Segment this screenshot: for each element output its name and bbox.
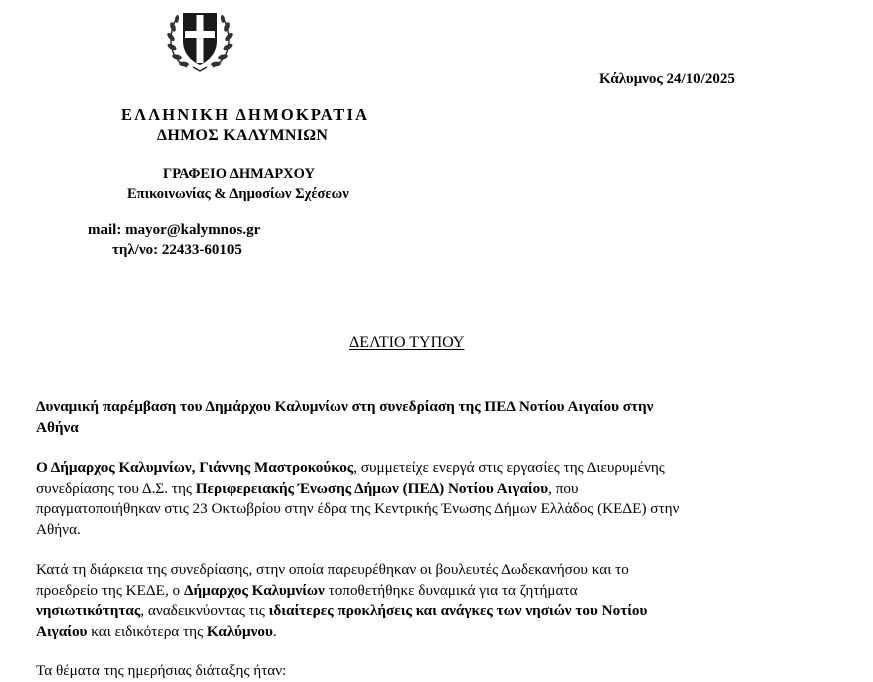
text: , συμμετείχε ενεργά στις εργασίες της Διευρυμένης [353,459,665,476]
text: , που [548,479,579,497]
greek-coat-of-arms-icon [163,7,237,73]
paragraph-2 [36,560,647,642]
text: Τα θέματα της ημερήσιας διάταξης ήταν: [36,662,287,679]
text: πραγματοποιήθηκαν στις 23 Οκτωβρίου στην έδρα της Κεντρικής Ένωσης Δήμων Ελλάδος (ΚΕΔΕ) στην [36,500,680,517]
paragraph-1 [36,458,679,540]
headline-line: Δυναμική παρέμβαση του Δημάρχου Καλυμνίων στη συνεδρίαση της ΠΕΔ Νοτίου Αιγαίου στην [36,398,654,415]
paragraph-line [36,622,647,643]
republic-heading: ΕΛΛΗΝΙΚΗ ΔΗΜΟΚΡΑΤΙΑ [121,105,370,124]
paragraph-3 [36,661,286,682]
bold-text: Καλύμνου [206,622,273,640]
paragraph-line [36,560,647,581]
office-heading: ΓΡΑΦΕΙΟ ΔΗΜΑΡΧΟΥ [163,166,316,182]
municipality-heading: ΔΗΜΟΣ ΚΑΛΥΜΝΙΩΝ [157,127,329,144]
bold-text: νησιωτικότητας [36,602,141,619]
bold-text: Αιγαίου [36,622,88,640]
text: Κατά τη διάρκεια της συνεδρίασης, στην οποία παρευρέθηκαν οι βουλευτές Δωδεκανήσου και το [36,561,629,578]
text: , αναδεικνύοντας τις [140,602,269,619]
paragraph-line [36,479,679,500]
contact-phone: τηλ/νο: 22433-60105 [112,242,242,258]
bold-text: Ο Δήμαρχος Καλυμνίων, Γιάννης Μαστροκούκος [36,459,354,476]
text: τοποθετήθηκε δυναμικά για τα ζητήματα [324,581,578,599]
press-release-title: ΔΕΛΤΙΟ ΤΥΠΟΥ [349,334,465,351]
paragraph-line [36,499,679,520]
bold-text: Δήμαρχος Καλυμνίων [183,581,325,599]
contact-email: mail: mayor@kalymnos.gr [88,222,261,238]
text: προεδρείο της ΚΕΔΕ, ο [36,581,184,599]
paragraph-line [36,581,647,602]
text: συνεδρίασης του Δ.Σ. της [36,479,196,497]
office-subheading: Επικοινωνίας & Δημοσίων Σχέσεων [127,186,349,202]
press-headline [36,397,653,438]
paragraph-line [36,601,647,622]
paragraph-line [36,520,679,541]
headline-line: Αθήνα [36,418,79,436]
bold-text: ιδιαίτερες προκλήσεις και ανάγκες των νησιών του Νοτίου [268,602,648,619]
text: Αθήνα. [36,520,81,538]
text: και ειδικότερα της [87,622,207,640]
text: . [272,622,277,640]
paragraph-line [36,458,679,479]
paragraph-line [36,661,286,682]
document-date: Κάλυμνος 24/10/2025 [599,71,735,87]
bold-text: Περιφερειακής Ένωσης Δήμων (ΠΕΔ) Νοτίου Αιγαίου [195,479,549,497]
